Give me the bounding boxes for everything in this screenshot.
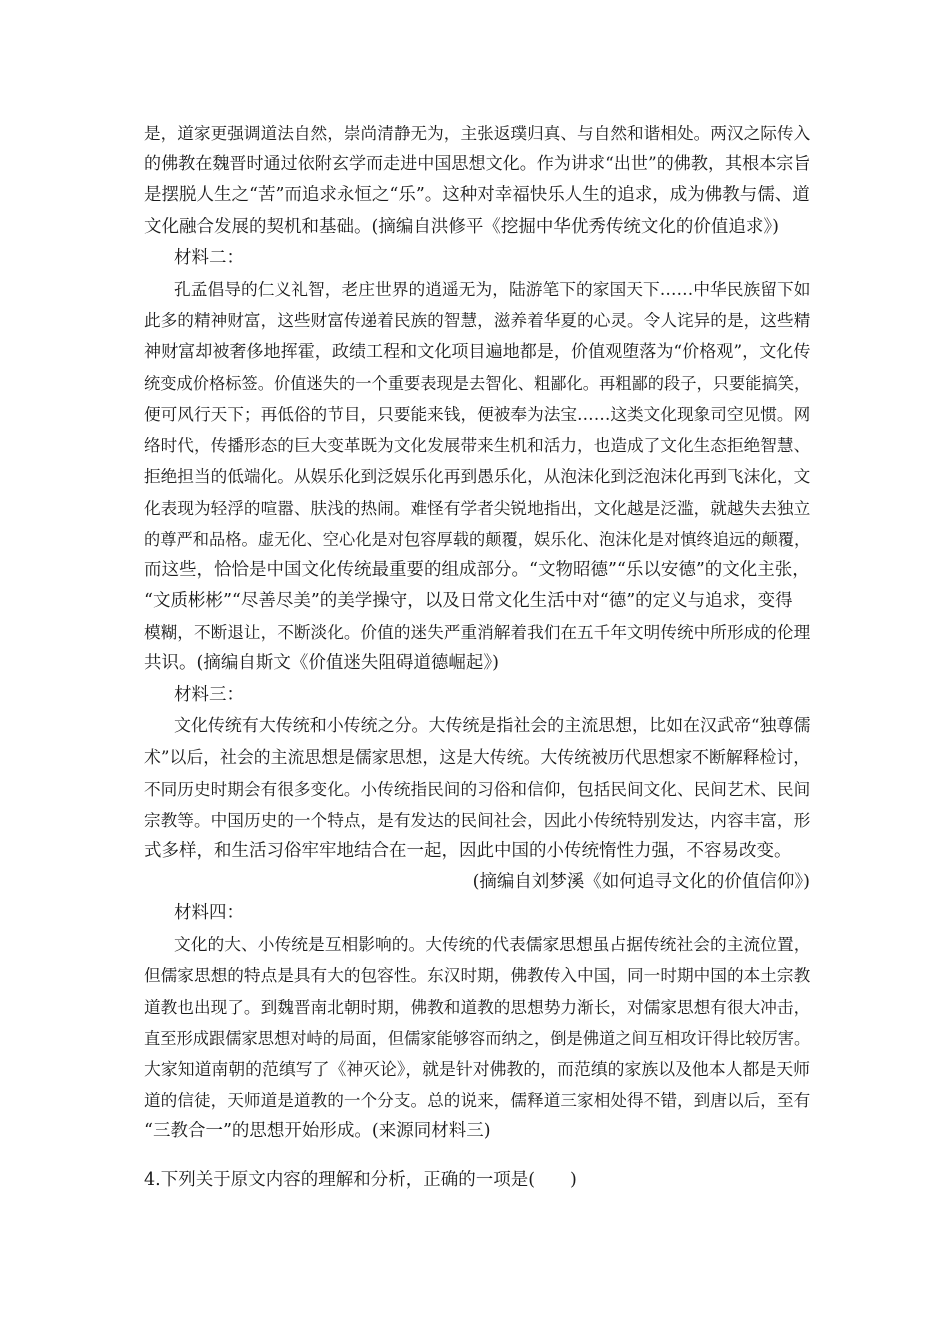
material2 [144,243,814,680]
text-line: 统变成价格标签。价值迷失的一个重要表现是去智化、粗鄙化。再粗鄙的段子，只要能搞笑， [144,373,811,393]
question-4: 4.下列关于原文内容的理解和分析，正确的一项是( ) [144,1170,577,1190]
text-line: 式多样，和生活习俗牢牢地结合在一起，因此中国的小传统惰性力强，不容易改变。 [144,840,792,861]
text-line: 共识。(摘编自斯文《价值迷失阻碍道德崛起》) [144,653,499,674]
text-line: 不同历史时期会有很多变化。小传统指民间的习俗和信仰，包括民间文化、民间艺术、民间 [144,779,811,799]
text-line: 道的信徒，天师道是道教的一个分支。总的说来，儒释道三家相处得不错，到唐以后，至有 [144,1091,811,1111]
text-line: 化表现为轻浮的喧嚣、肤浅的热闹。难怪有学者尖锐地指出，文化越是泛滥，就越失去独立 [144,498,811,518]
text-line: “文质彬彬”“尽善尽美”的美学操守，以及日常文化生活中对“德”的定义与追求，变得 [144,591,793,612]
material2-heading: 材料二： [174,248,244,268]
text-line: “三教合一”的思想开始形成。(来源同材料三) [144,1121,491,1142]
text-line: 是摆脱人生之“苦”而追求永恒之“乐”。这种对幸福快乐人生的追求，成为佛教与儒、道 [144,185,810,206]
source-citation: (摘编自刘梦溪《如何追寻文化的价值信仰》) [472,872,810,893]
text-line: 但儒家思想的特点是具有大的包容性。东汉时期，佛教传入中国，同一时期中国的本土宗教 [144,966,811,986]
text-line: 文化融合发展的契机和基础。(摘编自洪修平《挖掘中华优秀传统文化的价值追求》) [144,216,779,237]
text-line: 文化的大、小传统是互相影响的。大传统的代表儒家思想虽占据传统社会的主流位置， [174,934,811,955]
text-line: 而这些，恰恰是中国文化传统最重要的组成部分。“文物昭德”“乐以安德”的文化主张， [144,559,810,580]
text-line: 拒绝担当的低端化。从娱乐化到泛娱乐化再到愚乐化，从泡沫化到泛泡沫化再到飞沫化，文 [144,467,811,487]
text-line: 神财富却被奢侈地挥霍，政绩工程和文化项目遍地都是，价值观堕落为“价格观”，文化传 [144,341,811,362]
text-line: 孔孟倡导的仁义礼智，老庄世界的逍遥无为，陆游笔下的家国天下……中华民族留下如 [174,279,811,300]
material4-heading: 材料四： [174,903,244,923]
text-line: 的尊严和品格。虚无化、空心化是对包容厚载的颠覆，娱乐化、泡沫化是对慎终追远的颠覆， [144,529,811,549]
text-line: 大家知道南朝的范缜写了《神灭论》，就是针对佛教的，而范缜的家族以及他本人都是天师 [144,1058,810,1079]
text-line: 的佛教在魏晋时通过依附玄学而走进中国思想文化。作为讲求“出世”的佛教，其根本宗旨 [144,154,811,175]
text-line: 道教也出现了。到魏晋南北朝时期，佛教和道教的思想势力渐长，对儒家思想有很大冲击， [144,997,811,1017]
material4 [144,898,814,1148]
text-line: 文化传统有大传统和小传统之分。大传统是指社会的主流思想，比如在汉武帝“独尊儒 [174,716,811,737]
material3 [144,680,814,898]
text-line: 模糊，不断退让，不断淡化。价值的迷失严重消解着我们在五千年文明传统中所形成的伦理 [144,623,811,643]
text-line: 是，道家更强调道法自然，崇尚清静无为，主张返璞归真、与自然和谐相处。两汉之际传入 [144,124,811,143]
material1-tail [144,118,814,243]
text-line: 宗教等。中国历史的一个特点，是有发达的民间社会，因此小传统特别发达，内容丰富，形 [144,810,811,830]
text-line: 此多的精神财富，这些财富传递着民族的智慧，滋养着华夏的心灵。令人诧异的是，这些精 [144,311,811,331]
text-line: 络时代，传播形态的巨大变革既为文化发展带来生机和活力，也造成了文化生态拒绝智慧、 [144,436,811,456]
text-line: 术”以后，社会的主流思想是儒家思想，这是大传统。大传统被历代思想家不断解释检讨， [144,747,811,768]
material3-heading: 材料三： [174,685,244,705]
text-line: 直至形成跟儒家思想对峙的局面，但儒家能够容而纳之，倒是佛道之间互相攻讦得比较厉害。 [144,1028,811,1048]
text-line: 便可风行天下；再低俗的节目，只要能来钱，便被奉为法宝……这类文化现象司空见惯。网 [144,404,811,424]
